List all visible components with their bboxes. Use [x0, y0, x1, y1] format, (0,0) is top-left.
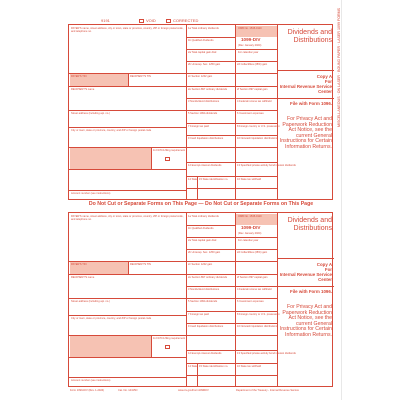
city-label-2: City or town, state or province, country, and ZIP or foreign postal code	[71, 317, 152, 320]
box15-label-2: 15 State identification no.	[199, 365, 229, 368]
form-copy-1	[68, 24, 333, 200]
fatca-shade	[70, 148, 151, 169]
payer-tin-label: PAYER'S TIN	[71, 75, 87, 78]
box2b-label: 2b Unrecap. Sec. 1250 gain	[188, 63, 221, 66]
recipient-tin-label: RECIPIENT'S TIN	[130, 75, 151, 78]
footer-dept: Department of the Treasury - Internal Revenue Service	[236, 389, 300, 392]
revision-date-2: (Rev. January 2024)	[238, 232, 262, 235]
box5-label: 5 Section 199A dividends	[188, 112, 218, 115]
box8-label-2: 8 Foreign country or U.S. possession	[237, 313, 280, 316]
recipient-name-label-2: RECIPIENT'S name	[71, 276, 95, 279]
box1b-label-2: 1b Qualified dividends	[188, 227, 214, 230]
footer-cat: Cat. No. 14415N	[118, 389, 138, 392]
box2f-label-2: 2f Section 897 capital gain	[237, 276, 268, 279]
box2a-label-2: 2a Total capital gain distr.	[188, 239, 218, 242]
box5-label-2: 5 Section 199A dividends	[188, 300, 218, 303]
box2f-label: 2f Section 897 capital gain	[237, 88, 268, 91]
recipient-name-label: RECIPIENT'S name	[71, 88, 95, 91]
box3-label: 3 Nondividend distributions	[188, 100, 220, 103]
fatca-shade-2	[70, 336, 151, 357]
box16-label: 16 State tax withheld	[237, 178, 262, 181]
box6-label: 6 Investment expenses	[237, 112, 264, 115]
box13-label: 13 Specified private activity bond interest dividends	[237, 164, 296, 167]
box1a-label: 1a Total ordinary dividends	[188, 27, 219, 30]
corrected-label: CORRECTED	[173, 18, 199, 23]
box4-label-2: 4 Federal income tax withheld	[237, 288, 272, 291]
street-label: Street address (including apt. no.)	[71, 112, 110, 115]
box10-label-2: 10 Noncash liquidation distributions	[237, 325, 278, 328]
box2d-label-2: 2d Collectibles (28%) gain	[237, 251, 268, 254]
box2e-label: 2e Section 897 ordinary dividends	[188, 88, 228, 91]
copy-label-2: Copy A	[316, 262, 332, 267]
void-label: VOID	[146, 18, 156, 23]
form-number-2: 1099-DIV	[241, 225, 261, 230]
box6-label-2: 6 Investment expenses	[237, 300, 264, 303]
fatca-checkbox[interactable]	[165, 157, 170, 161]
box7-label: 7 Foreign tax paid	[188, 125, 209, 128]
copy-label: Copy A	[316, 74, 332, 79]
omb-number: OMB No. 1545-0110	[238, 27, 262, 30]
footer-form-rev: Form 1099-DIV (Rev. 1-2024)	[70, 389, 105, 392]
corrected-checkbox[interactable]	[166, 18, 198, 23]
box15-label: 15 State identification no.	[199, 178, 229, 181]
box3-label-2: 3 Nondividend distributions	[188, 288, 220, 291]
privacy-notice: For Privacy Act and Paperwork Reduction Act Notice, see the current General Instructions for Certain Information Returns.	[279, 116, 332, 150]
box7-label-2: 7 Foreign tax paid	[188, 313, 209, 316]
fatca-checkbox-2[interactable]	[165, 345, 170, 349]
account-label: Account number (see instructions)	[71, 192, 111, 195]
box10-label: 10 Noncash liquidation distributions	[237, 137, 278, 140]
copy-dest: Internal Revenue Service Center	[279, 84, 332, 94]
form-title-2: Dividends and Distributions	[287, 217, 332, 232]
box2a-label: 2a Total capital gain distr.	[188, 51, 218, 54]
box13-label-2: 13 Specified private activity bond interest dividends	[237, 352, 296, 355]
city-label: City or town, state or province, country, and ZIP or foreign postal code	[71, 129, 152, 132]
box9-label: 9 Cash liquidation distributions	[188, 137, 224, 140]
form-number: 1099-DIV	[241, 37, 261, 42]
calendar-year: For calendar year	[238, 51, 259, 54]
omb-number-2: OMB No. 1545-0110	[238, 215, 262, 218]
box14-label: 14 State	[188, 178, 198, 181]
payer-tin-label-2: PAYER'S TIN	[71, 263, 87, 266]
box4-label: 4 Federal income tax withheld	[237, 100, 272, 103]
fatca-label-2: 11 FATCA filing requirement	[153, 337, 186, 340]
footer-url: www.irs.gov/Form1099DIV	[178, 389, 209, 392]
copy-dest-2: Internal Revenue Service Center	[279, 272, 332, 282]
privacy-notice-2: For Privacy Act and Paperwork Reduction Act Notice, see the current General Instructions for Certain Information Returns.	[279, 304, 332, 338]
form-title: Dividends and Distributions	[287, 29, 332, 44]
box2c-label: 2c Section 1202 gain	[188, 75, 213, 78]
box12-label: 12 Exempt-interest dividends	[188, 164, 222, 167]
payer-name-label: PAYER'S name, street address, city or town, state or province, country, ZIP or foreign postal code, and telephone no.	[71, 27, 184, 33]
box9-label-2: 9 Cash liquidation distributions	[188, 325, 224, 328]
file-with-2: File with Form 1096.	[290, 289, 332, 294]
recipient-tin-label-2: RECIPIENT'S TIN	[130, 263, 151, 266]
form-copy-2	[68, 212, 333, 387]
box1b-label: 1b Qualified dividends	[188, 39, 214, 42]
box16-label-2: 16 State tax withheld	[237, 365, 262, 368]
file-with: File with Form 1096.	[290, 101, 332, 106]
street-label-2: Street address (including apt. no.)	[71, 300, 110, 303]
side-strip-label: MISCELLANEOUS · ON LASER · BOUND PAPER · LASER 1099 FORMS	[337, 8, 341, 127]
box14-label-2: 14 State	[188, 365, 198, 368]
account-label-2: Account number (see instructions)	[71, 379, 111, 382]
payer-name-label-2: PAYER'S name, street address, city or town, state or province, country, ZIP or foreign postal code, and telephone no.	[71, 215, 184, 221]
side-strip-text	[337, 8, 344, 127]
fatca-label: 11 FATCA filing requirement	[153, 149, 186, 152]
copy-for: For	[324, 79, 332, 84]
calendar-year-2: For calendar year	[238, 239, 259, 242]
box2e-label-2: 2e Section 897 ordinary dividends	[188, 276, 228, 279]
box12-label-2: 12 Exempt-interest dividends	[188, 352, 222, 355]
box2d-label: 2d Collectibles (28%) gain	[237, 63, 268, 66]
form-code: 9191	[101, 18, 110, 23]
void-checkbox[interactable]	[139, 18, 156, 23]
do-not-cut-notice: Do Not Cut or Separate Forms on This Page — Do Not Cut or Separate Forms on This Page	[88, 201, 314, 207]
revision-date: (Rev. January 2024)	[238, 44, 262, 47]
box2c-label-2: 2c Section 1202 gain	[188, 263, 213, 266]
box8-label: 8 Foreign country or U.S. possession	[237, 125, 280, 128]
copy-for-2: For	[324, 267, 332, 272]
box2b-label-2: 2b Unrecap. Sec. 1250 gain	[188, 251, 221, 254]
box1a-label-2: 1a Total ordinary dividends	[188, 215, 219, 218]
